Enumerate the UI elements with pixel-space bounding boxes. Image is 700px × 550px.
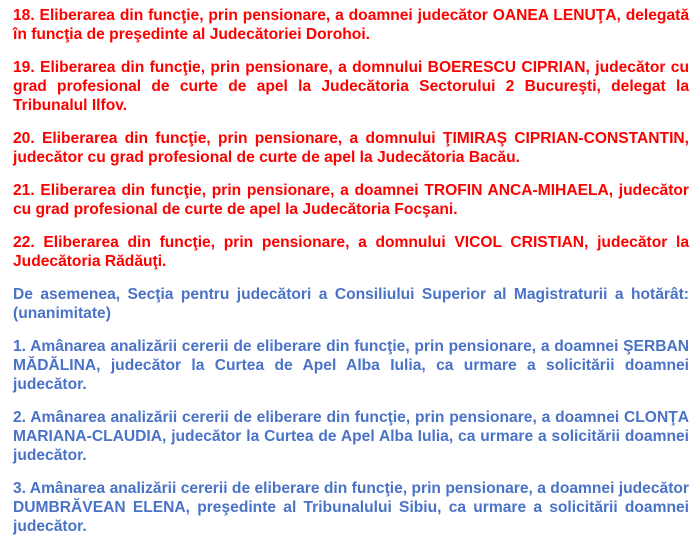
postponement-item-2: 2. Amânarea analizării cererii de eliberare din funcţie, prin pensionare, a doamnei CLONŢA MARIANA-CLAUDIA, judecător la Curtea de Apel Alba Iulia, ca urmare a solicitării doamnei judecător.: [13, 409, 689, 464]
decision-item-18: 18. Eliberarea din funcţie, prin pensionare, a doamnei judecător OANEA LENUŢA, delegată în funcţia de preşedinte al Judecătoriei Dorohoi.: [13, 7, 689, 43]
decision-item-22: 22. Eliberarea din funcţie, prin pensionare, a domnului VICOL CRISTIAN, judecător la Judecătoria Rădăuţi.: [13, 234, 689, 270]
decision-item-20: 20. Eliberarea din funcţie, prin pensionare, a domnului ŢIMIRAŞ CIPRIAN-CONSTANTIN, judecător cu grad profesional de curte de apel la Judecătoria Bacău.: [13, 130, 689, 166]
postponement-item-1: 1. Amânarea analizării cererii de eliberare din funcţie, prin pensionare, a doamnei ŞERBAN MĂDĂLINA, judecător la Curtea de Apel Alba Iulia, ca urmare a solicitării doamnei judecător.: [13, 338, 689, 393]
decision-item-21: 21. Eliberarea din funcţie, prin pensionare, a doamnei TROFIN ANCA-MIHAELA, judecător cu grad profesional de curte de apel la Judecătoria Focşani.: [13, 182, 689, 218]
section-intro: De asemenea, Secţia pentru judecători a Consiliului Superior al Magistraturii a hotărât: (unanimitate): [13, 286, 689, 322]
postponement-item-3: 3. Amânarea analizării cererii de eliberare din funcţie, prin pensionare, a doamnei judecător DUMBRĂVEAN ELENA, preşedinte al Tribunalului Sibiu, ca urmare a solicitării doamnei judecător.: [13, 480, 689, 535]
decision-item-19: 19. Eliberarea din funcţie, prin pensionare, a domnului BOERESCU CIPRIAN, judecător cu grad profesional de curte de apel la Judecătoria Sectorului 2 Bucureşti, delegat la Tribunalul Ilfov.: [13, 59, 689, 114]
document-body: [13, 6, 689, 550]
